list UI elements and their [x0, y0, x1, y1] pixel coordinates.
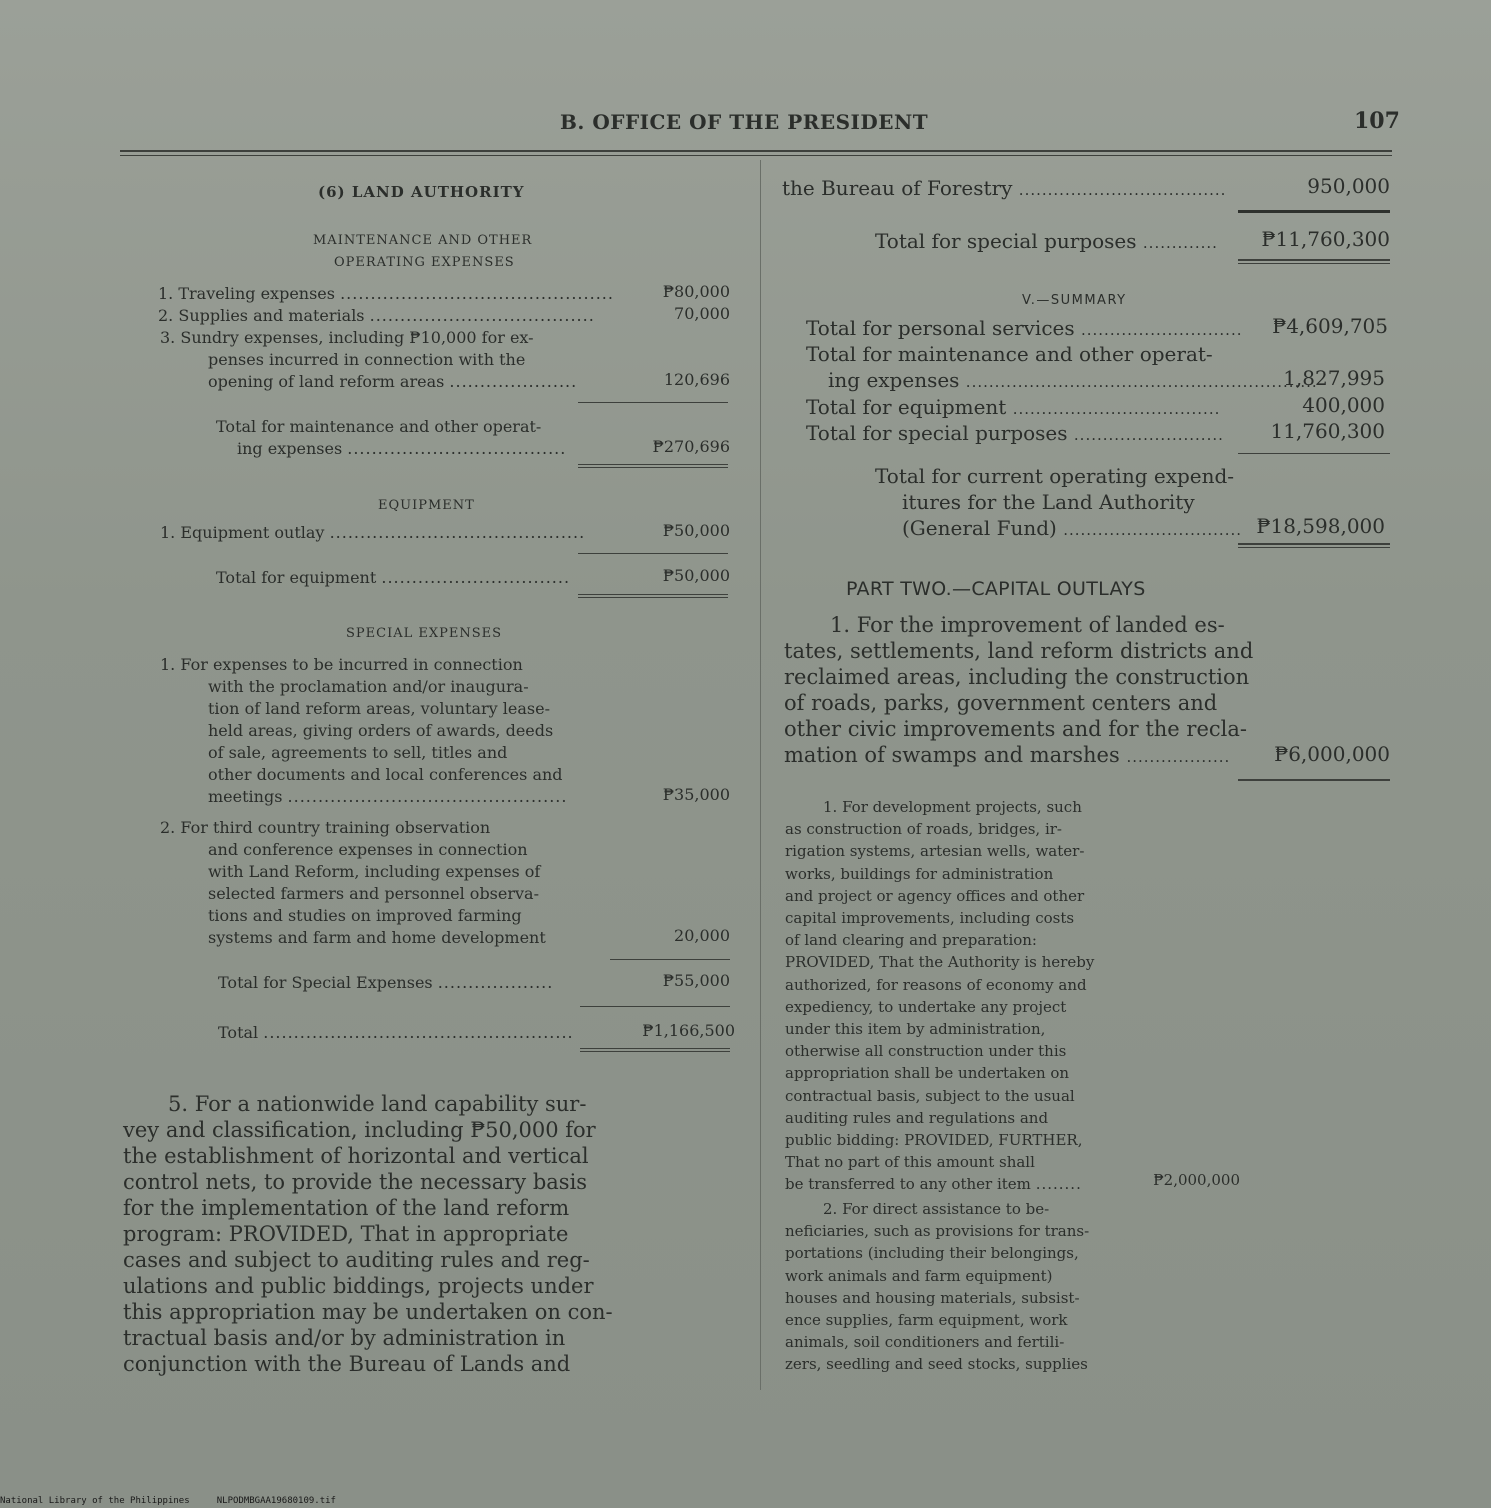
part-two-amount: ₱6,000,000	[1274, 742, 1390, 766]
summary-current-amount: ₱18,598,000	[1256, 514, 1385, 538]
special-total-amount: ₱55,000	[662, 971, 730, 990]
para5-l10: tractual basis and/or by administration in	[123, 1326, 566, 1350]
special-item-2-l1: 2. For third country training observation	[160, 818, 491, 837]
special-item-1-l2: with the proclamation and/or inaugura-	[208, 677, 529, 696]
special-item-2-l5: tions and studies on improved farming	[208, 906, 522, 925]
summary-special: Total for special purposes ..........................	[806, 421, 1224, 445]
special-item-2-l6: systems and farm and home development	[208, 928, 546, 947]
special-purposes-total-amount: ₱11,760,300	[1261, 227, 1390, 251]
summary-maint-line2: ing expenses .............................................................	[828, 368, 1318, 392]
special-item-1-amount: ₱35,000	[662, 785, 730, 804]
maint-item-1-amount: ₱80,000	[662, 282, 730, 301]
summary-special-amount: 11,760,300	[1270, 419, 1385, 443]
part-two-l2: tates, settlements, land reform districts and	[784, 639, 1254, 663]
equipment-total-amount: ₱50,000	[662, 566, 730, 585]
maint-total-line2: ing expenses ....................................	[237, 439, 567, 458]
grand-total-amount: ₱1,166,500	[642, 1021, 735, 1040]
equipment-total: Total for equipment ...............................	[216, 568, 571, 587]
summary-rule	[1238, 453, 1390, 454]
part-two-l1: 1. For the improvement of landed es-	[830, 613, 1225, 637]
part-two-heading: PART TWO.—CAPITAL OUTLAYS	[846, 578, 1146, 600]
summary-equipment: Total for equipment ....................................	[806, 395, 1221, 419]
sub-item-1-amount: ₱2,000,000	[1153, 1171, 1240, 1189]
maint-item-3-line2: penses incurred in connection with the	[208, 350, 526, 369]
part-two-l6: mation of swamps and marshes ..................	[784, 743, 1231, 767]
para5-l2: vey and classification, including ₱50,000 for	[123, 1118, 596, 1142]
summary-heading: V.—SUMMARY	[1022, 293, 1127, 308]
special-item-1-l7: meetings ..............................................	[208, 787, 568, 806]
header-rule-thin	[120, 155, 1392, 156]
total-double-rule	[578, 464, 728, 468]
special-heading: SPECIAL EXPENSES	[346, 626, 503, 641]
part-two-l3: reclaimed areas, including the construction	[784, 665, 1250, 689]
para5-l4: control nets, to provide the necessary basis	[123, 1170, 588, 1194]
grand-total: Total ...................................................	[218, 1023, 574, 1042]
summary-current-line2: itures for the Land Authority	[902, 490, 1195, 514]
special-purposes-double-rule	[1238, 259, 1390, 264]
maintenance-heading-2: OPERATING EXPENSES	[334, 255, 515, 270]
sub-item-1: 1. For development projects, such as construction of roads, bridges, ir- rigation systems, artesian wells, water- works, buildings for administration and project or agency offices and other capital improvements, including costs of land clearing and preparation: PROVIDED, That the Authority is hereby authorized, for reasons of economy and expediency, to undertake any project under this item by administration, otherwise all construction under this appropriation shall be undertaken on contractual basis, subject to the usual auditing rules and regulations and public bidding: PROVIDED, FURTHER, That no part of this amount shall be transferred to any other item ........	[785, 798, 1095, 1194]
para5-l8: ulations and public biddings, projects under	[123, 1274, 594, 1298]
special-total-rule	[580, 1006, 730, 1007]
summary-personal: Total for personal services ............................	[806, 316, 1243, 340]
para5-l5: for the implementation of the land reform	[123, 1196, 570, 1220]
para5-l7: cases and subject to auditing rules and reg-	[123, 1248, 590, 1272]
sub-item-2: 2. For direct assistance to be- neficiaries, such as provisions for trans- portations (including their belongings, work animals and farm equipment) houses and housing materials, subsist- ence supplies, farm equipment, work animals, soil conditioners and fertili- zers, seedling and seed stocks, supplies	[785, 1200, 1090, 1374]
special-item-1-l3: tion of land reform areas, voluntary lease-	[208, 699, 551, 718]
equipment-rule	[578, 553, 728, 554]
special-item-2-l3: with Land Reform, including expenses of	[208, 862, 541, 881]
special-item-1-l6: other documents and local conferences and	[208, 765, 563, 784]
part-two-l5: other civic improvements and for the recla-	[784, 717, 1247, 741]
grand-total-double-rule	[580, 1048, 730, 1052]
para5-l9: this appropriation may be undertaken on con-	[123, 1300, 613, 1324]
summary-equipment-amount: 400,000	[1302, 393, 1385, 417]
part-two-rule	[1238, 779, 1390, 781]
special-item-1-l1: 1. For expenses to be incurred in connection	[160, 655, 523, 674]
scan-footer: National Library of the Philippines NLPODMBGAA19680109.tif	[0, 1496, 336, 1506]
section-title: (6) LAND AUTHORITY	[318, 183, 525, 201]
special-total: Total for Special Expenses ...................	[218, 973, 554, 992]
summary-double-rule	[1238, 543, 1390, 548]
forestry-line: the Bureau of Forestry ....................................	[782, 176, 1227, 200]
maint-total-line1: Total for maintenance and other operat-	[216, 417, 542, 436]
forestry-rule	[1238, 210, 1390, 213]
equipment-heading: EQUIPMENT	[378, 498, 475, 513]
summary-maint-line1: Total for maintenance and other operat-	[806, 342, 1213, 366]
maint-item-3-line3: opening of land reform areas .....................	[208, 372, 578, 391]
maint-item-3-line1: 3. Sundry expenses, including ₱10,000 for ex-	[160, 328, 534, 347]
equipment-item-1-amount: ₱50,000	[662, 521, 730, 540]
page-header-title: B. OFFICE OF THE PRESIDENT	[560, 110, 929, 134]
maint-total-amount: ₱270,696	[652, 437, 730, 456]
para5-l1: 5. For a nationwide land capability sur-	[168, 1092, 587, 1116]
part-two-l4: of roads, parks, government centers and	[784, 691, 1218, 715]
summary-maint-amount: 1,827,995	[1283, 366, 1385, 390]
para5-l6: program: PROVIDED, That in appropriate	[123, 1222, 569, 1246]
para5-l11: conjunction with the Bureau of Lands and	[123, 1352, 571, 1376]
maint-item-2: 2. Supplies and materials .....................................	[158, 306, 595, 325]
summary-personal-amount: ₱4,609,705	[1272, 314, 1388, 338]
special-item-2-l4: selected farmers and personnel observa-	[208, 884, 539, 903]
special-rule	[610, 959, 730, 960]
page-number: 107	[1354, 108, 1400, 134]
special-item-1-l4: held areas, giving orders of awards, deeds	[208, 721, 554, 740]
special-item-2-amount: 20,000	[674, 926, 730, 945]
forestry-amount: 950,000	[1307, 174, 1390, 198]
equipment-double-rule	[578, 594, 728, 598]
summary-current-line1: Total for current operating expend-	[875, 464, 1235, 488]
equipment-item-1: 1. Equipment outlay ..........................................	[160, 523, 586, 542]
special-item-2-l2: and conference expenses in connection	[208, 840, 528, 859]
column-divider	[760, 160, 761, 1390]
maintenance-heading-1: MAINTENANCE AND OTHER	[313, 233, 533, 248]
summary-current-line3: (General Fund) ...............................	[902, 516, 1242, 540]
maint-item-2-amount: 70,000	[674, 304, 730, 323]
para5-l3: the establishment of horizontal and vertical	[123, 1144, 589, 1168]
maint-item-3-amount: 120,696	[663, 370, 730, 389]
special-purposes-total: Total for special purposes .............	[875, 229, 1218, 253]
special-item-1-l5: of sale, agreements to sell, titles and	[208, 743, 508, 762]
subtotal-rule	[578, 402, 728, 403]
maint-item-1: 1. Traveling expenses .............................................	[158, 284, 614, 303]
header-rule	[120, 150, 1392, 152]
